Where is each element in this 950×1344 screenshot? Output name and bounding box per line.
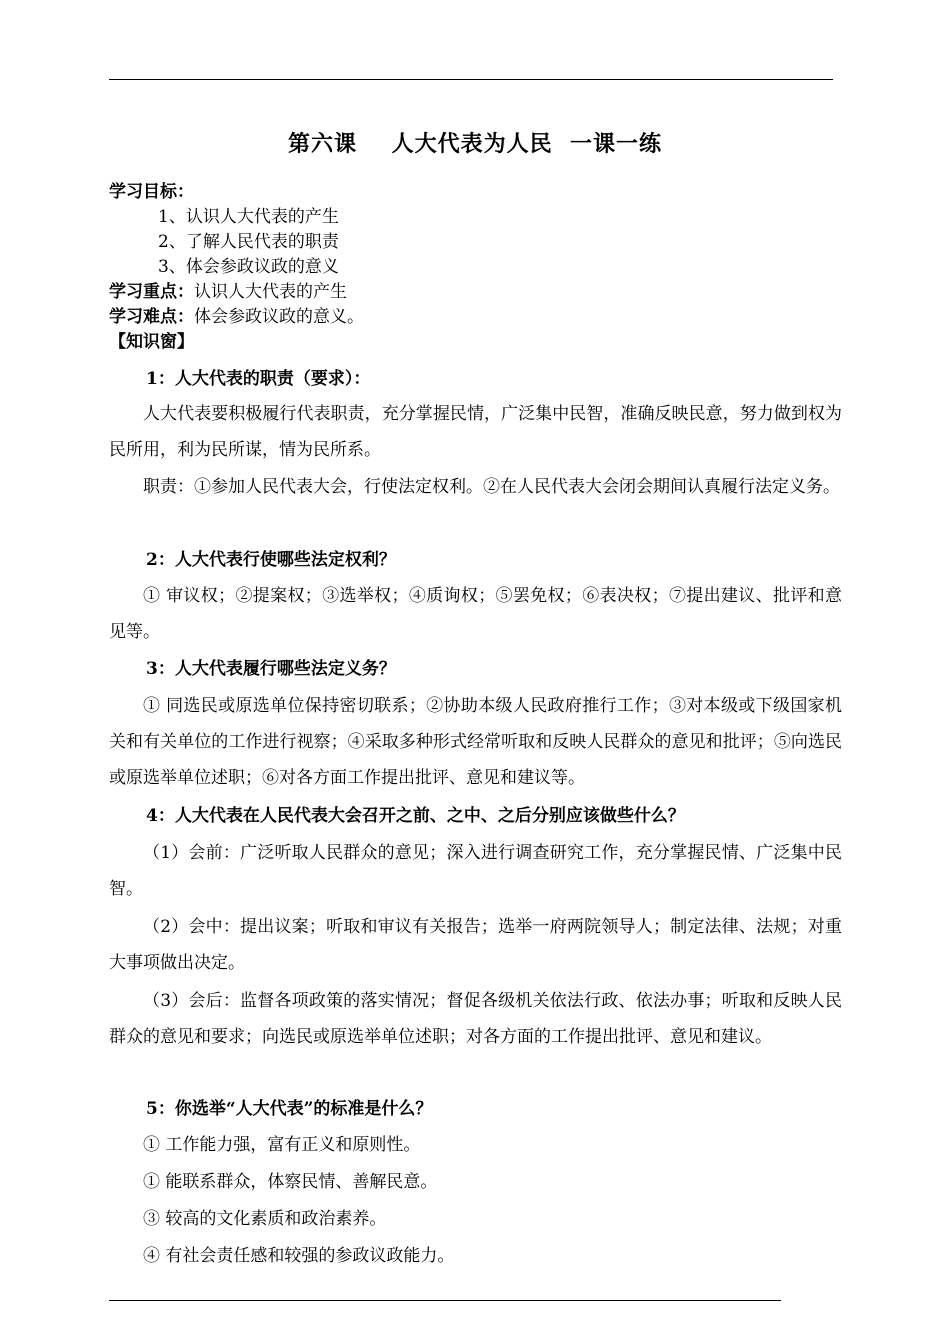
section-heading: 5：你选举“人大代表”的标准是什么？ <box>146 1099 433 1119</box>
knowledge-window-heading: 【知识窗】 <box>109 332 194 352</box>
section-heading: 4：人大代表在人民代表大会召开之前、之中、之后分别应该做些什么？ <box>146 806 685 826</box>
difficulty <box>109 305 364 329</box>
section-heading: 2：人大代表行使哪些法定权利？ <box>146 550 396 570</box>
footer-rule <box>109 1300 781 1301</box>
section-heading: 3：人大代表履行哪些法定义务？ <box>146 659 396 679</box>
section-paragraph: ① 工作能力强，富有正义和原则性。 <box>143 1135 421 1155</box>
key-point-text: 认识人大代表的产生 <box>194 282 347 302</box>
section-paragraph: 职责：①参加人民代表大会，行使法定权利。②在人民代表大会闭会期间认真履行法定义务。 <box>143 477 840 497</box>
objective-item: 3、体会参政议政的意义 <box>158 257 339 277</box>
section-paragraph: ① 同选民或原选单位保持密切联系；②协助本级人民政府推行工作；③对本级或下级国家机关和有关单位的工作进行视察；④采取多种形式经常听取和反映人民群众的意见和批评；⑤向选民或原选举单位述职；⑥对各方面工作提出批评、意见和建议等。 <box>109 696 842 788</box>
page-title: 第六课 人大代表为人民 一课一练 <box>288 131 662 157</box>
objective-item: 1、认识人大代表的产生 <box>158 207 339 227</box>
section-paragraph: ③ 较高的文化素质和政治素养。 <box>143 1209 387 1229</box>
header-rule <box>109 79 833 80</box>
section-paragraph: ① 能联系群众，体察民情、善解民意。 <box>143 1172 438 1192</box>
section-paragraph: （1）会前：广泛听取人民群众的意见；深入进行调查研究工作，充分掌握民情、广泛集中民智。 <box>109 843 842 899</box>
difficulty-label: 学习难点： <box>109 307 194 327</box>
objectives-label: 学习目标： <box>109 182 194 202</box>
section-paragraph: （3）会后：监督各项政策的落实情况；督促各级机关依法行政、依法办事；听取和反映人民群众的意见和要求；向选民或原选举单位述职；对各方面的工作提出批评、意见和建议。 <box>109 991 842 1047</box>
section-heading: 1：人大代表的职责（要求）： <box>146 369 371 389</box>
key-point <box>109 280 347 304</box>
key-point-label: 学习重点： <box>109 282 194 302</box>
difficulty-text: 体会参政议政的意义。 <box>194 307 364 327</box>
section-paragraph: ④ 有社会责任感和较强的参政议政能力。 <box>143 1246 455 1266</box>
section-paragraph: ① 审议权；②提案权；③选举权；④质询权；⑤罢免权；⑥表决权；⑦提出建议、批评和意见等。 <box>109 586 842 642</box>
section-paragraph: （2）会中：提出议案；听取和审议有关报告；选举一府两院领导人；制定法律、法规；对重大事项做出决定。 <box>109 917 842 973</box>
section-paragraph: 人大代表要积极履行代表职责，充分掌握民情，广泛集中民智，准确反映民意，努力做到权为民所用，利为民所谋，情为民所系。 <box>109 404 842 460</box>
objective-item: 2、了解人民代表的职责 <box>158 232 339 252</box>
